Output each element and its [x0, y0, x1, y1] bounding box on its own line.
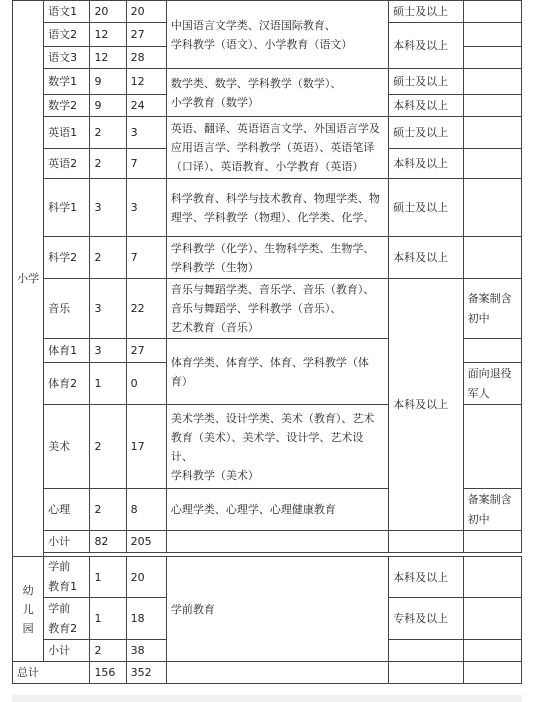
note-cell [463, 531, 521, 553]
major-cell-psych: 心理学类、心理学、心理健康教育 [166, 489, 388, 531]
count-cell: 3 [90, 339, 126, 363]
note-cell [463, 149, 521, 179]
degree-cell [389, 662, 463, 684]
major-text: 中国语言文学类、汉语国际教育、 [170, 18, 336, 32]
count-cell: 2 [90, 149, 126, 179]
major-text: 学科教学（美术） [170, 468, 259, 482]
count-cell: 1 [90, 363, 126, 405]
subject-cell: 体育1 [44, 339, 90, 363]
note-cell-psych [463, 489, 521, 531]
note-cell [463, 179, 521, 237]
degree-cell [389, 640, 463, 662]
count-cell: 2 [90, 237, 126, 279]
note-cell [463, 598, 521, 640]
subject-cell: 心理 [44, 489, 90, 531]
count-cell: 82 [90, 531, 126, 553]
recruitment-table-container [12, 0, 522, 684]
count-cell: 38 [126, 640, 166, 662]
note-text: 备案制含 [467, 291, 512, 305]
major-cell-chinese [166, 1, 388, 69]
table-row [13, 237, 522, 279]
subject-cell: 小计 [44, 640, 90, 662]
major-text: 数学类、数学、学科教学（数学）、 [170, 76, 342, 90]
note-cell [463, 1, 521, 23]
segment-primary: 小学 [13, 1, 44, 557]
subject-cell [44, 598, 90, 640]
table-row [13, 557, 522, 598]
subject-cell: 语文1 [44, 1, 90, 23]
table-row-total [13, 662, 522, 684]
count-cell: 24 [126, 95, 166, 117]
note-cell [463, 117, 521, 149]
subject-cell: 语文3 [44, 47, 90, 69]
subject-cell: 英语1 [44, 117, 90, 149]
bottom-strip [12, 695, 522, 702]
count-cell: 1 [90, 557, 126, 598]
count-cell: 27 [126, 23, 166, 47]
count-cell: 2 [90, 405, 126, 489]
subject-cell: 科学1 [44, 179, 90, 237]
count-cell: 20 [90, 1, 126, 23]
count-cell: 9 [90, 95, 126, 117]
count-cell: 3 [126, 179, 166, 237]
subject-text: 学前 [48, 560, 71, 573]
subject-cell: 体育2 [44, 363, 90, 405]
degree-cell [389, 531, 463, 553]
subject-cell: 科学2 [44, 237, 90, 279]
recruitment-table [12, 0, 522, 684]
count-cell: 2 [90, 489, 126, 531]
note-text: 初中 [467, 311, 490, 325]
degree-cell: 专科及以上 [389, 598, 463, 640]
count-cell: 9 [90, 69, 126, 95]
degree-cell: 本科及以上 [389, 23, 463, 69]
count-cell: 3 [126, 117, 166, 149]
segment-char: 园 [22, 621, 34, 635]
subject-cell: 英语2 [44, 149, 90, 179]
degree-cell: 本科及以上 [389, 237, 463, 279]
subject-text: 学前 [48, 601, 71, 615]
note-cell [463, 95, 521, 117]
count-cell: 18 [126, 598, 166, 640]
table-row [13, 279, 522, 339]
major-text: 音乐与舞蹈学、学科教学（音乐）、 [170, 302, 342, 315]
count-cell: 20 [126, 557, 166, 598]
count-cell: 0 [126, 363, 166, 405]
count-cell: 20 [126, 1, 166, 23]
degree-cell: 硕士及以上 [389, 117, 463, 149]
note-cell [463, 405, 521, 489]
major-cell [166, 531, 388, 553]
major-cell-science2 [166, 237, 388, 279]
note-cell [463, 69, 521, 95]
count-cell: 352 [126, 662, 166, 684]
table-row-subtotal [13, 531, 522, 553]
major-cell [166, 662, 388, 684]
subject-cell: 数学1 [44, 69, 90, 95]
major-text: 学科教学（生物） [170, 260, 259, 274]
degree-cell: 本科及以上 [389, 149, 463, 179]
degree-cell: 硕士及以上 [389, 1, 463, 23]
major-cell-preschool: 学前教育 [166, 557, 388, 662]
major-text: 艺术教育（音乐） [170, 321, 259, 334]
major-text: 音乐与舞蹈学类、音乐学、音乐（教育）、 [170, 283, 375, 296]
major-text: 学科教学（化学）、生物科学类、生物学、 [170, 241, 375, 255]
segment-char: 幼 [22, 583, 34, 597]
count-cell: 7 [126, 149, 166, 179]
count-cell: 12 [90, 23, 126, 47]
count-cell: 2 [90, 640, 126, 662]
subject-text: 教育2 [48, 621, 78, 635]
note-cell [463, 237, 521, 279]
subject-text: 教育1 [48, 580, 78, 593]
note-text: 面向退役 [467, 366, 512, 380]
note-cell [463, 557, 521, 598]
table-row [13, 179, 522, 237]
count-cell: 2 [90, 117, 126, 149]
major-cell-pe: 体育学类、体育学、体育、学科教学（体育） [166, 339, 388, 405]
note-cell [463, 662, 521, 684]
count-cell: 8 [126, 489, 166, 531]
table-row [13, 69, 522, 95]
degree-cell: 硕士及以上 [389, 69, 463, 95]
note-cell [463, 339, 521, 363]
count-cell: 3 [90, 279, 126, 339]
major-text: 美术学类、设计学类、美术（教育）、艺术教育（美术）、美术学、设计学、艺术设计、 [170, 411, 375, 463]
note-cell [463, 23, 521, 47]
count-cell: 12 [90, 47, 126, 69]
degree-cell: 硕士及以上 [389, 179, 463, 237]
subject-cell: 语文2 [44, 23, 90, 47]
count-cell: 156 [90, 662, 126, 684]
degree-cell: 本科及以上 [389, 557, 463, 598]
degree-cell: 本科及以上 [389, 279, 463, 531]
major-text: 小学教育（数学） [170, 95, 259, 109]
segment-kindergarten [13, 557, 44, 662]
subject-cell [44, 557, 90, 598]
count-cell: 28 [126, 47, 166, 69]
major-cell-science1: 科学教育、科学与技术教育、物理学类、物理学、学科教学（物理）、化学类、化学、 [166, 179, 388, 237]
count-cell: 17 [126, 405, 166, 489]
subject-cell: 小计 [44, 531, 90, 553]
major-cell-music [166, 279, 388, 339]
subject-cell: 美术 [44, 405, 90, 489]
count-cell: 12 [126, 69, 166, 95]
count-cell: 7 [126, 237, 166, 279]
table-row [13, 1, 522, 23]
subject-cell: 音乐 [44, 279, 90, 339]
count-cell: 22 [126, 279, 166, 339]
total-label-cell: 总计 [13, 662, 90, 684]
table-row [13, 117, 522, 149]
major-text: 学科教学（语文）、小学教育（语文） [170, 37, 353, 51]
subject-cell: 数学2 [44, 95, 90, 117]
note-text: 初中 [467, 512, 490, 526]
note-text: 军人 [467, 386, 490, 400]
count-cell: 3 [90, 179, 126, 237]
count-cell: 205 [126, 531, 166, 553]
note-cell [463, 640, 521, 662]
major-cell-english: 英语、翻译、英语语言文学、外国语言学及应用语言学、学科教学（英语）、英语笔译（口译）、英语教育、小学教育（英语） [166, 117, 388, 179]
note-cell-pe2 [463, 363, 521, 405]
major-cell-math [166, 69, 388, 117]
degree-cell: 本科及以上 [389, 95, 463, 117]
note-cell [463, 47, 521, 69]
count-cell: 1 [90, 598, 126, 640]
segment-char: 儿 [22, 602, 34, 616]
note-text: 备案制含 [467, 492, 512, 506]
note-cell-music [463, 279, 521, 339]
major-cell-art [166, 405, 388, 489]
count-cell: 27 [126, 339, 166, 363]
